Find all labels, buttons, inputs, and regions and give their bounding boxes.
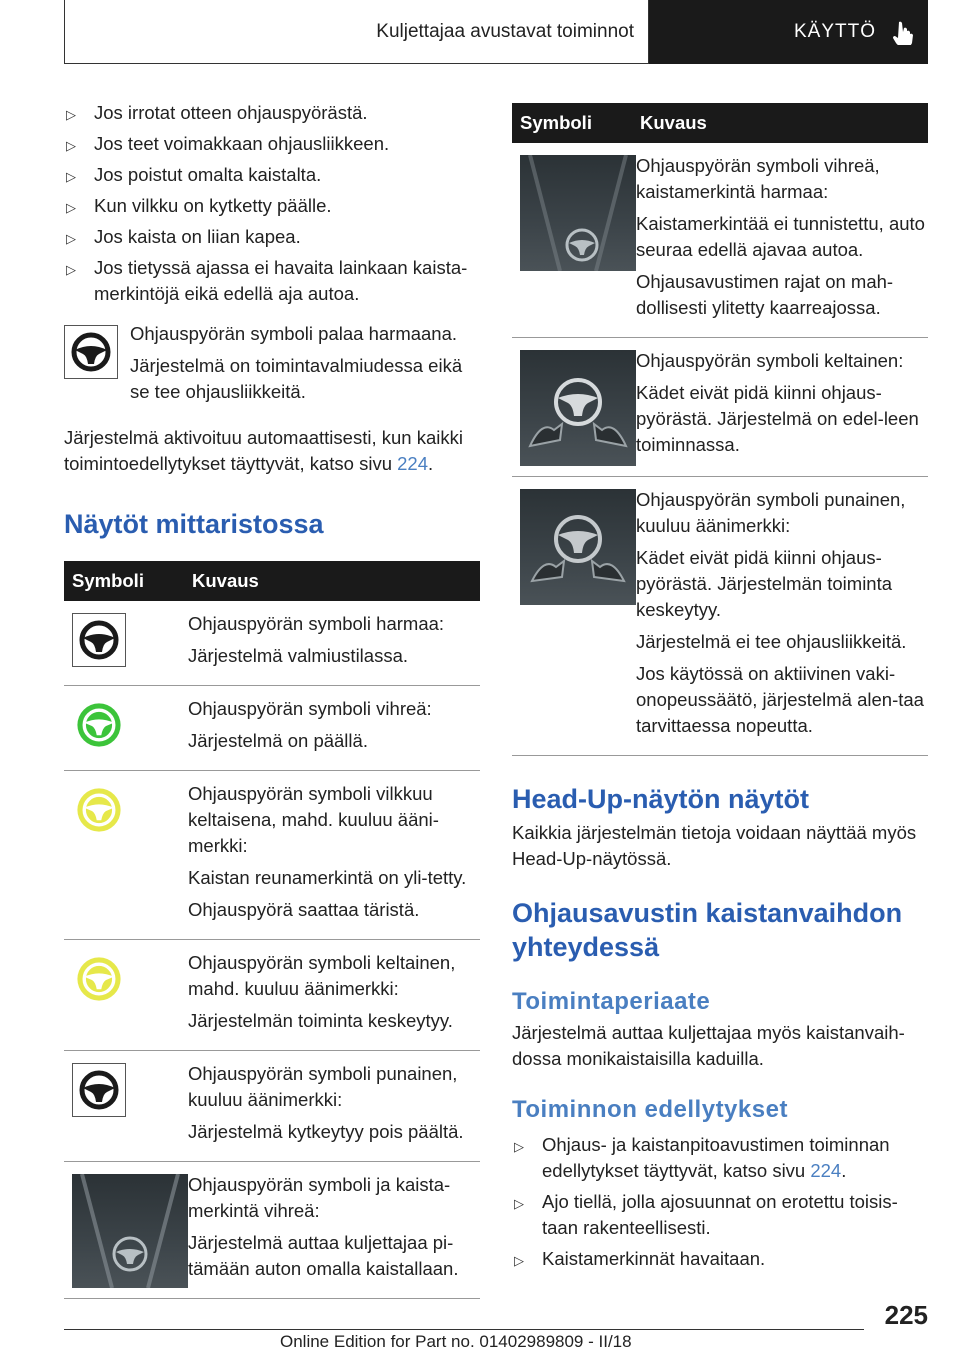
page-header (64, 0, 928, 64)
steering-wheel-icon (72, 1063, 126, 1117)
steering-wheel-icon (72, 952, 126, 1006)
list-item: ▷ Jos irrotat otteen ohjauspyörästä. (64, 100, 480, 126)
section-title: Kuljettajaa avustavat toiminnot (64, 0, 649, 64)
edition-note: Online Edition for Part no. 01402989809 - II/18 (280, 1332, 632, 1351)
section-heading: Näytöt mittaristossa (64, 509, 324, 539)
steering-wheel-icon (72, 698, 126, 752)
hands-off-warning-image (520, 489, 636, 605)
table-row: Ohjauspyörän symboli harmaa: Järjestelmä valmiustilassa. (64, 601, 480, 686)
head-up-paragraph: Kaikkia järjestelmän tietoja voidaan näyttää myös Head-Up-näytössä. (512, 822, 917, 869)
condition-list (64, 100, 480, 307)
left-column (64, 100, 480, 1299)
table-row: Ohjauspyörän symboli punainen, kuuluu äänimerkki: Järjestelmä kytkeytyy pois päältä. (64, 1051, 480, 1162)
table-header: Symboli (64, 561, 188, 601)
footer-divider (64, 1329, 864, 1330)
steering-wheel-icon (64, 325, 118, 379)
page-number: 225 (884, 1300, 928, 1330)
triangle-bullet-icon: ▷ (66, 138, 76, 153)
right-column (512, 103, 928, 1277)
list-item: ▷ Jos tietyssä ajassa ei havaita lainkaan kaista-merkintöjä eikä edellä aja autoa. (66, 257, 468, 304)
section-heading: Ohjausavustin kaistanvaihdon yhteydessä (512, 898, 903, 962)
note-text: Järjestelmä on toimintavalmiudessa eikä se tee ohjausliikkeitä. (130, 355, 463, 402)
table-row: Ohjauspyörän symboli ja kaista-merkintä vihreä: Järjestelmä auttaa kuljettajaa pi-tämään auton omalla kaistallaan. (64, 1162, 480, 1299)
lane-display-image (520, 155, 636, 271)
list-item: ▷ Kun vilkku on kytketty päälle. (64, 193, 480, 219)
list-item: ▷ Ajo tiellä, jolla ajosuunnat on erotettu toisis-taan rakenteellisesti. (514, 1191, 898, 1238)
list-item: ▷ Jos teet voimakkaan ohjausliikkeen. (64, 131, 480, 157)
triangle-bullet-icon: ▷ (66, 200, 76, 215)
table-row: Ohjauspyörän symboli keltainen: Kädet eivät pidä kiinni ohjaus-pyörästä. Järjestelmä on edel-leen toiminnassa. (512, 338, 928, 477)
symbol-note (64, 321, 480, 411)
table-header: Kuvaus (188, 561, 480, 601)
hand-pointer-icon (890, 19, 916, 45)
table-row: Ohjauspyörän symboli vihreä, kaistamerkintä harmaa: Kaistamerkintää ei tunnistettu, auto seuraa edellä ajavaa autoa. Ohjausavustimen rajat on mah-dollisesti ylitetty kaarreajossa. (512, 143, 928, 338)
page-link[interactable]: 224 (810, 1160, 842, 1181)
symbol-table (512, 103, 928, 756)
triangle-bullet-icon: ▷ (66, 262, 76, 277)
triangle-bullet-icon: ▷ (514, 1139, 524, 1154)
lane-display-image (72, 1174, 188, 1288)
steering-wheel-icon (72, 783, 126, 837)
steering-wheel-icon (72, 613, 126, 667)
subsection-heading: Toimintaperiaate (512, 988, 711, 1015)
table-header: Kuvaus (636, 103, 928, 143)
requirements-list (512, 1132, 928, 1272)
list-item: ▷ Kaistamerkinnät havaitaan. (512, 1246, 928, 1272)
principle-paragraph: Järjestelmä auttaa kuljettajaa myös kaistanvaih-dossa monikaistaisilla kaduilla. (512, 1022, 905, 1069)
triangle-bullet-icon: ▷ (66, 107, 76, 122)
activation-paragraph: Järjestelmä aktivoituu automaattisesti, kun kaikki toimintoedellytykset täyttyvät, katso sivu 224. (64, 427, 463, 474)
triangle-bullet-icon: ▷ (514, 1253, 524, 1268)
chapter-tab[interactable] (649, 0, 928, 64)
table-row: Ohjauspyörän symboli vihreä: Järjestelmä on päällä. (64, 686, 480, 771)
page-link[interactable]: 224 (397, 453, 429, 474)
table-row: Ohjauspyörän symboli vilkkuu keltaisena, mahd. kuuluu ääni-merkki: Kaistan reunamerkintä on yli-tetty. Ohjauspyörä saattaa täristä. (64, 771, 480, 940)
triangle-bullet-icon: ▷ (66, 231, 76, 246)
list-item: ▷ Jos poistut omalta kaistalta. (64, 162, 480, 188)
chapter-title: KÄYTTÖ (793, 21, 876, 42)
subsection-heading: Toiminnon edellytykset (512, 1096, 788, 1123)
table-header: Symboli (512, 103, 636, 143)
table-row: Ohjauspyörän symboli keltainen, mahd. kuuluu äänimerkki: Järjestelmän toiminta keskeytyy. (64, 940, 480, 1051)
section-heading: Head-Up-näytön näytöt (512, 784, 809, 814)
note-text: Ohjauspyörän symboli palaa harmaana. (130, 323, 458, 344)
symbol-table (64, 561, 480, 1299)
list-item: ▷ Jos kaista on liian kapea. (64, 224, 480, 250)
list-item: ▷ Ohjaus- ja kaistanpitoavustimen toiminnan edellytykset täyttyvät, katso sivu 224. (514, 1134, 890, 1181)
triangle-bullet-icon: ▷ (514, 1196, 524, 1211)
triangle-bullet-icon: ▷ (66, 169, 76, 184)
table-row: Ohjauspyörän symboli punainen, kuuluu äänimerkki: Kädet eivät pidä kiinni ohjaus-pyörästä. Järjestelmän toiminta keskeytyy. Järjestelmä ei tee ohjausliikkeitä. Jos käytössä on aktiivinen vaki-onopeussäätö, järjestelmä alen-taa tarvittaessa nopeutta. (512, 477, 928, 756)
hands-off-warning-image (520, 350, 636, 466)
